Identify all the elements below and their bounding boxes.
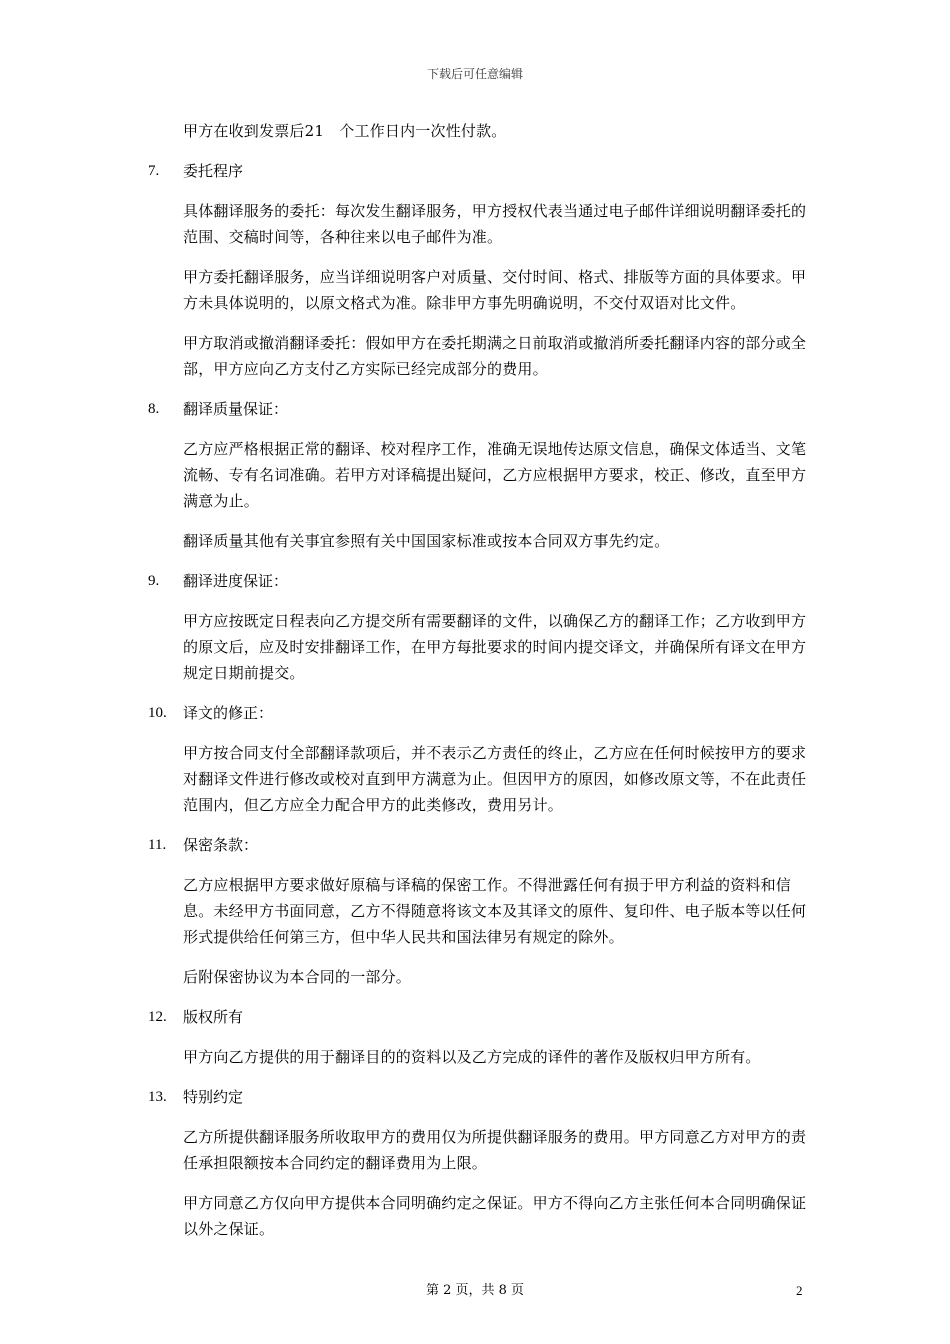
paragraph: 乙方应严格根据正常的翻译、校对程序工作，准确无误地传达原文信息，确保文体适当、文笔流畅、专有名词准确。若甲方对译稿提出疑问，乙方应根据甲方要求，校正、修改，直至甲方满意为止。: [183, 440, 807, 510]
paragraph: 甲方取消或撤消翻译委托：假如甲方在委托期满之日前取消或撤消所委托翻译内容的部分或全部，甲方应向乙方支付乙方实际已经完成部分的费用。: [183, 334, 807, 378]
section-number: 11.: [148, 837, 167, 853]
paragraph: 翻译质量其他有关事宜参照有关中国国家标准或按本合同双方事先约定。: [183, 532, 670, 550]
section-heading: [148, 1004, 818, 1030]
section-title: 译文的修正：: [183, 704, 274, 722]
section-title: 保密条款：: [183, 836, 259, 854]
paragraph: 具体翻译服务的委托：每次发生翻译服务，甲方授权代表当通过电子邮件详细说明翻译委托的范围、交稿时间等，各种往来以电子邮件为准。: [183, 202, 807, 246]
paragraph: 甲方同意乙方仅向甲方提供本合同明确约定之保证。甲方不得向乙方主张任何本合同明确保证以外之保证。: [183, 1194, 807, 1238]
section-title: 翻译进度保证：: [183, 572, 289, 590]
page-footer: 第 2 页，共 8 页: [425, 1283, 525, 1298]
section-number: 10.: [148, 705, 167, 721]
section-heading: [148, 700, 818, 726]
paragraph: 甲方委托翻译服务，应当详细说明客户对质量、交付时间、格式、排版等方面的具体要求。甲方未具体说明的，以原文格式为准。除非甲方事先明确说明，不交付双语对比文件。: [183, 268, 807, 312]
section-title: 特别约定: [183, 1088, 244, 1106]
section-number: 12.: [148, 1009, 167, 1025]
section-title: 翻译质量保证：: [183, 400, 289, 418]
paragraph: 甲方应按既定日程表向乙方提交所有需要翻译的文件，以确保乙方的翻译工作；乙方收到甲方的原文后，应及时安排翻译工作，在甲方每批要求的时间内提交译文，并确保所有译文在甲方规定日期前提交。: [183, 612, 807, 682]
paragraph: 甲方向乙方提供的用于翻译目的的资料以及乙方完成的译件的著作及版权归甲方所有。: [183, 1048, 761, 1066]
section-heading: [148, 832, 818, 858]
section-heading: [148, 158, 818, 184]
section-number: 9.: [148, 573, 160, 589]
section-heading: [148, 1084, 818, 1110]
paragraph: 甲方在收到发票后21 个工作日内一次性付款。: [183, 122, 507, 140]
section-number: 7.: [148, 163, 160, 179]
paragraph: 后附保密协议为本合同的一部分。: [183, 968, 412, 986]
paragraph: 甲方按合同支付全部翻译款项后，并不表示乙方责任的终止，乙方应在任何时候按甲方的要求对翻译文件进行修改或校对直到甲方满意为止。但因甲方的原因，如修改原文等，不在此责任范围内，但乙方应全力配合甲方的此类修改，费用另计。: [183, 744, 807, 814]
paragraph: 乙方应根据甲方要求做好原稿与译稿的保密工作。不得泄露任何有损于甲方利益的资料和信息。未经甲方书面同意，乙方不得随意将该文本及其译文的原件、复印件、电子版本等以任何形式提供给任何第三方，但中华人民共和国法律另有规定的除外。: [183, 876, 807, 946]
paragraph: 乙方所提供翻译服务所收取甲方的费用仅为所提供翻译服务的费用。甲方同意乙方对甲方的责任承担限额按本合同约定的翻译费用为上限。: [183, 1128, 807, 1172]
page-header: 下载后可任意编辑: [426, 67, 523, 81]
section-number: 8.: [148, 401, 160, 417]
section-title: 版权所有: [183, 1008, 244, 1026]
section-heading: [148, 568, 818, 594]
section-number: 13.: [148, 1089, 167, 1105]
section-title: 委托程序: [183, 162, 244, 180]
section-heading: [148, 396, 818, 422]
document-body: [148, 118, 818, 1256]
page-number: 2: [796, 1283, 803, 1298]
